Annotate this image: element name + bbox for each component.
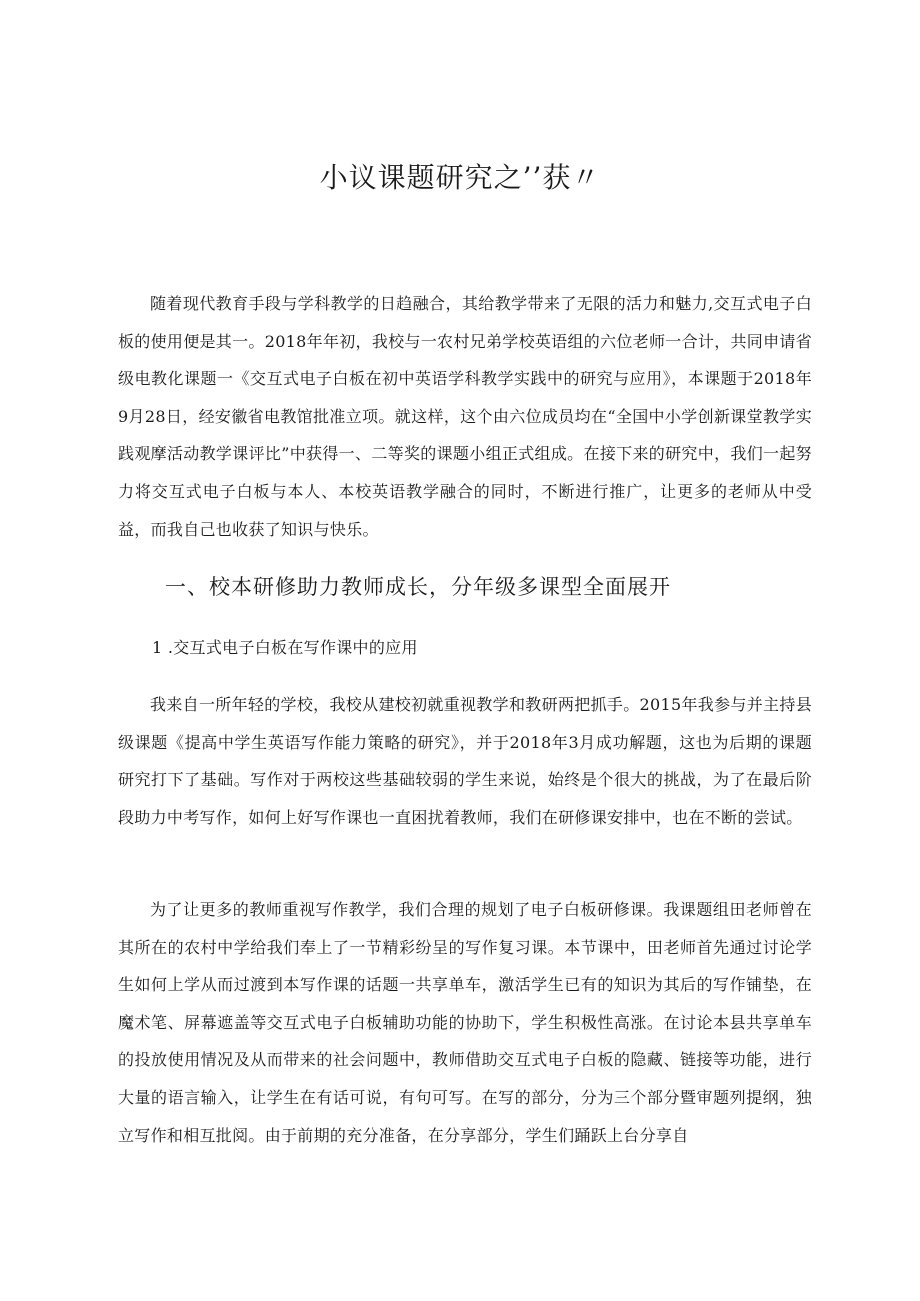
subsection-heading: 1 .交互式电子白板在写作课中的应用 <box>152 638 418 657</box>
body-paragraph: 为了让更多的教师重视写作教学，我们合理的规划了电子白板研修课。我课题组田老师曾在其所在的农村中学给我们奉上了一节精彩纷呈的写作复习课。本节课中，田老师首先通过讨论学生如何上学从而过渡到本写作课的话题一共享单车，激活学生已有的知识为其后的写作铺垫，在魔术笔、屏幕遮盖等交互式电子白板辅助功能的协助下，学生积极性高涨。在讨论本县共享单车的投放使用情况及从而带来的社会问题中，教师借助交互式电子白板的隐藏、链接等功能，进行大量的语言输入，让学生在有话可说，有句可写。在写的部分，分为三个部分暨审题列提纲，独立写作和相互批阅。由于前期的充分准备，在分享部分，学生们踊跃上台分享自 <box>118 900 812 1145</box>
section-heading: 一、校本研修助力教师成长，分年级多课型全面展开 <box>165 575 671 599</box>
document-title: 小议课题研究之’’获〃 <box>319 161 601 194</box>
body-paragraph: 我来自一所年轻的学校，我校从建校初就重视教学和教研两把抓手。2015年我参与并主持县级课题《提高中学生英语写作能力策略的研究》，并于2018年3月成功解题，这也为后期的课题研究打下了基础。写作对于两校这些基础较弱的学生来说，始终是个很大的挑战，为了在最后阶段助力中考写作，如何上好写作课也一直困扰着教师，我们在研修课安排中，也在不断的尝试。 <box>118 695 812 827</box>
intro-paragraph: 随着现代教育手段与学科教学的日趋融合，其给教学带来了无限的活力和魅力,交互式电子白板的使用便是其一。2018年年初，我校与一农村兄弟学校英语组的六位老师一合计，共同申请省级电教化课题一《交互式电子白板在初中英语学科教学实践中的研究与应用》，本课题于2018年9月28日，经安徽省电教馆批准立项。就这样，这个由六位成员均在“全国中小学创新课堂教学实践观摩活动教学课评比”中获得一、二等奖的课题小组正式组成。在接下来的研究中，我们一起努力将交互式电子白板与本人、本校英语教学融合的同时，不断进行推广，让更多的老师从中受益，而我自己也收获了知识与快乐。 <box>118 294 812 539</box>
